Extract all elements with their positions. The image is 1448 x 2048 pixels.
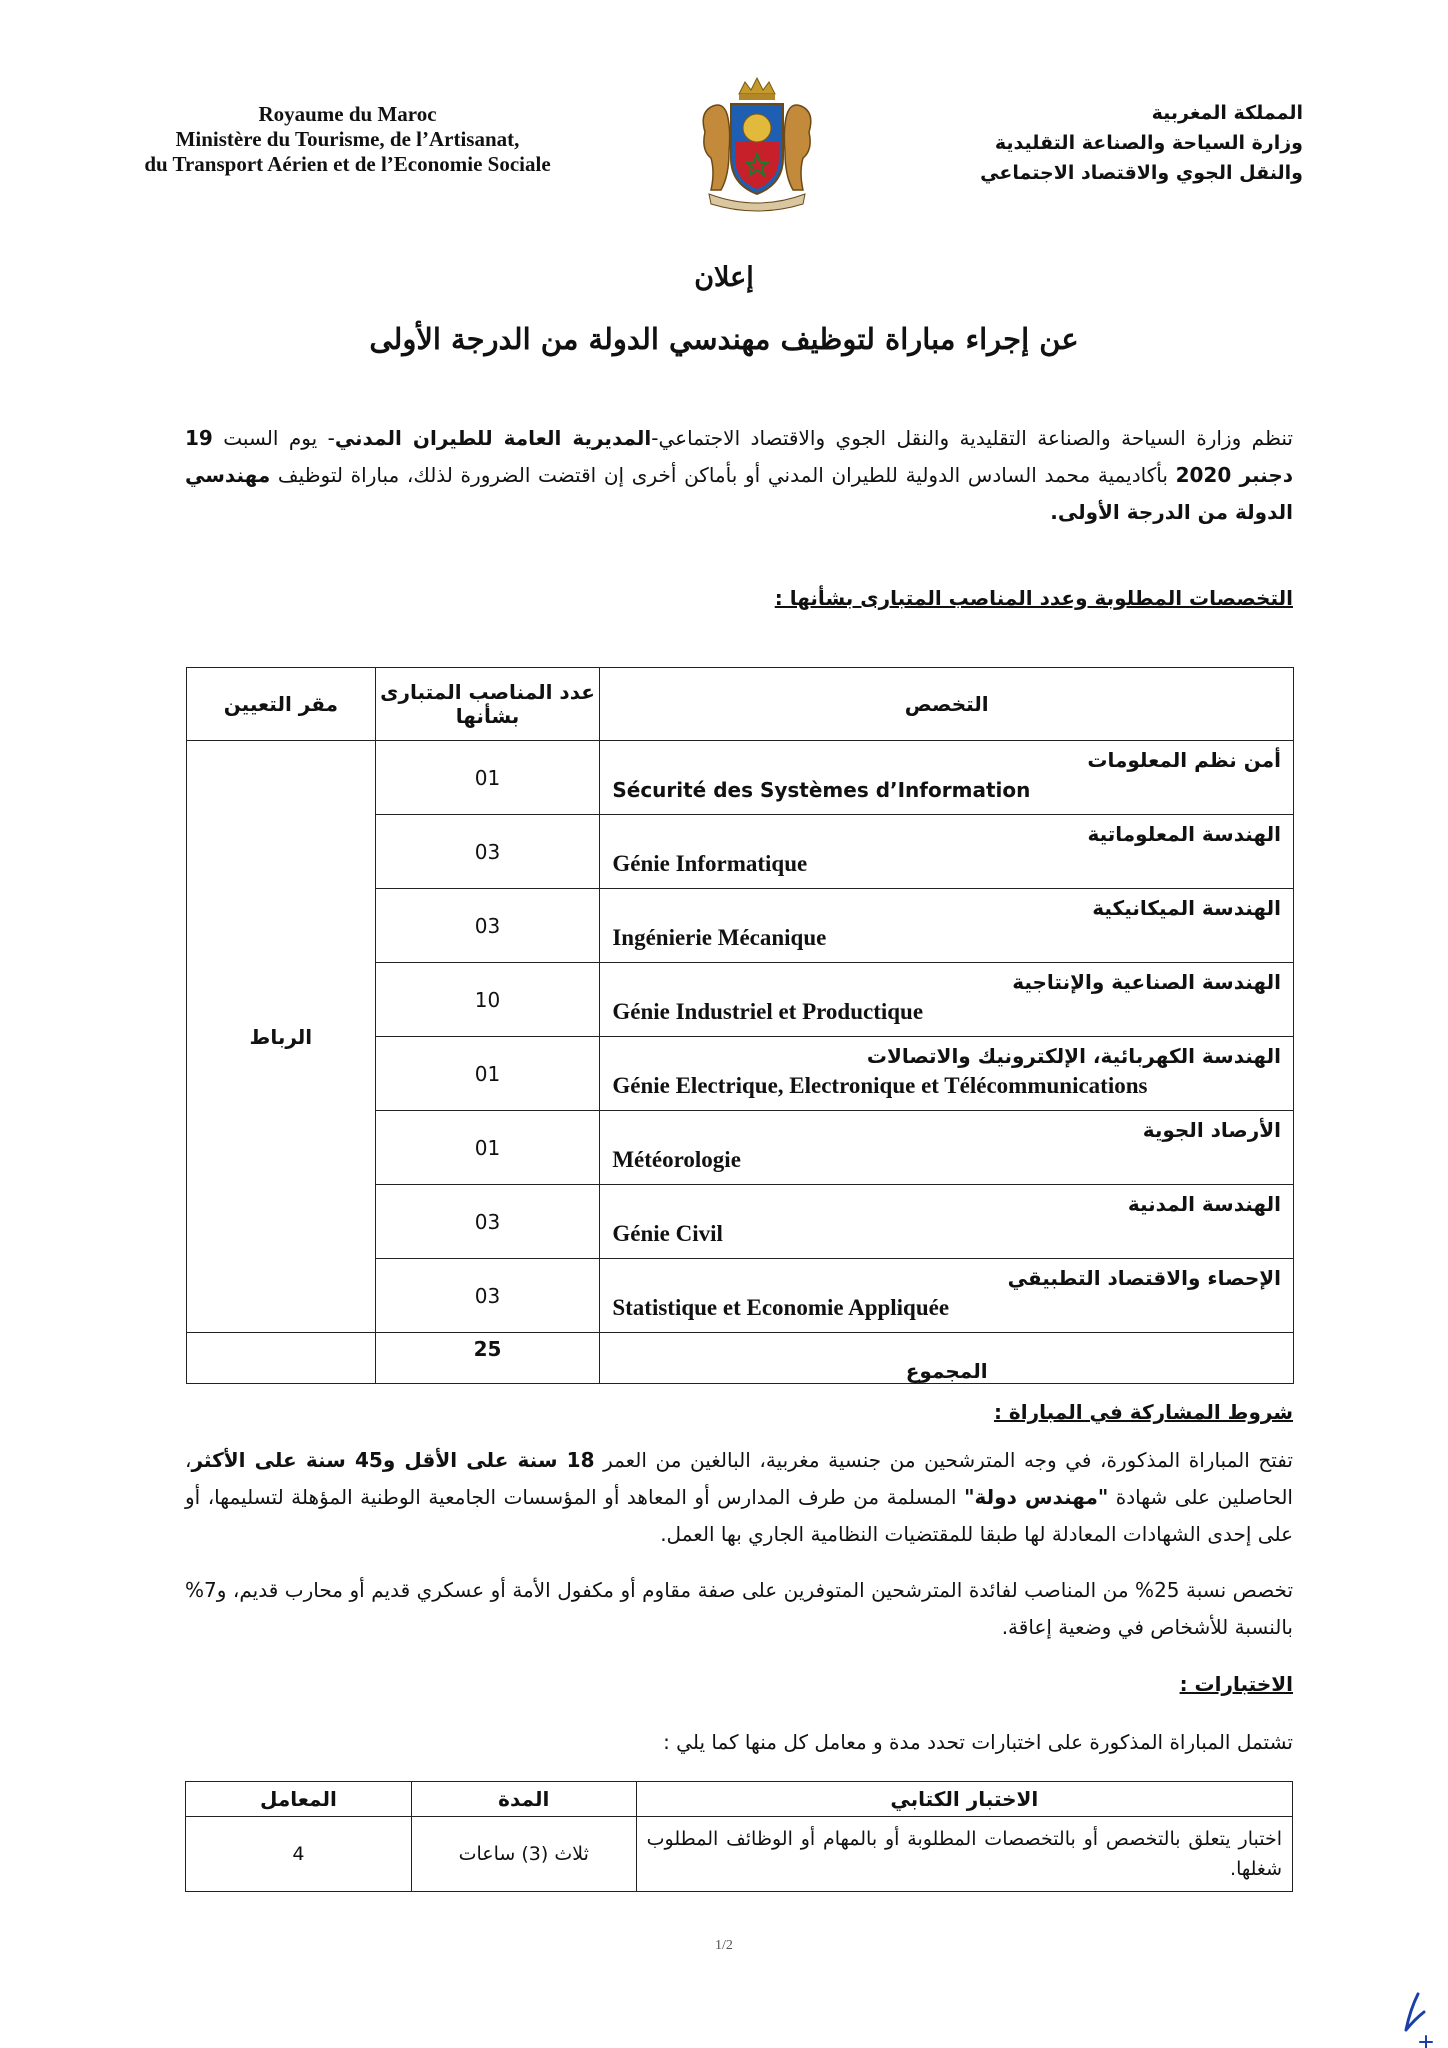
intro-text: تنظم وزارة السياحة والصناعة التقليدية والنقل الجوي والاقتصاد الاجتماعي- [651,426,1293,450]
page-number: 1/2 [715,1938,733,1953]
table-header-row [186,1782,1293,1817]
specialty-fr: Génie Civil [612,1221,723,1246]
specialty-ar: الإحصاء والاقتصاد التطبيقي [1007,1266,1281,1290]
specialty-fr: Génie Electrique, Electronique et Télécommunications [612,1073,1148,1098]
specialty-ar: الهندسة الصناعية والإنتاجية [1012,970,1281,994]
header-ar-line: المملكة المغربية [1151,102,1303,124]
count-cell: 01 [375,741,600,815]
specialty-fr: Ingénierie Mécanique [612,925,827,950]
header-specialty: التخصص [600,668,1294,741]
header-french [95,102,600,177]
exams-table [185,1781,1293,1892]
test-description: اختبار يتعلق بالتخصص أو بالتخصصات المطلوبة أو بالمهام أو الوظائف المطلوب شغلها. [636,1817,1292,1892]
announcement-subtitle: عن إجراء مباراة لتوظيف مهندسي الدولة من الدرجة الأولى [369,322,1079,356]
header-arabic [943,98,1303,188]
specialty-ar: الهندسة المعلوماتية [1087,822,1281,846]
specialty-ar: أمن نظم المعلومات [1087,748,1281,772]
count-cell: 10 [375,963,600,1037]
table-total-row [187,1333,1294,1384]
positions-table [186,667,1294,1384]
total-empty-cell [187,1333,376,1384]
specialty-cell [600,741,1294,815]
total-label: المجموع [600,1333,1294,1384]
header-duration: المدة [411,1782,636,1817]
handwritten-initial-mark [1390,1990,1440,2048]
header-fr-line: Royaume du Maroc [258,102,437,126]
specialty-ar: الهندسة المدنية [1127,1192,1281,1216]
location-cell: الرباط [187,741,376,1333]
specialty-cell [600,1037,1294,1111]
header-coefficient: المعامل [186,1782,412,1817]
total-value: 25 [375,1333,600,1384]
test-duration: ثلاث (3) ساعات [411,1817,636,1892]
conditions-heading: شروط المشاركة في المباراة : [993,1400,1293,1424]
specialty-fr: Génie Informatique [612,851,808,876]
intro-text: - يوم السبت [212,426,335,450]
announcement-title: إعلان [694,262,754,293]
conditions-text: ، الحاصلين على شهادة [185,1448,1293,1509]
count-cell: 01 [375,1037,600,1111]
header-location: مقر التعيين [187,668,376,741]
conditions-diploma: "مهندس دولة" [964,1485,1109,1509]
exams-intro: تشتمل المباراة المذكورة على اختبارات تحدد مدة و معامل كل منها كما يلي : [663,1730,1293,1754]
conditions-text: تفتح المباراة المذكورة، في وجه المترشحين من جنسية مغربية، البالغين من العمر [594,1448,1293,1472]
table-row [186,1817,1293,1892]
specialty-fr: Statistique et Economie Appliquée [612,1295,950,1320]
intro-text: بأكاديمية محمد السادس الدولية للطيران المدني أو بأماكن أخرى إن اقتضت الضرورة لذلك، مباراة لتوظيف [270,463,1176,487]
specialties-heading: التخصصات المطلوبة وعدد المناصب المتبارى بشأنها : [774,586,1293,610]
specialty-cell [600,1185,1294,1259]
header-test: الاختبار الكتابي [636,1782,1292,1817]
specialty-fr: Génie Industriel et Productique [612,999,924,1024]
conditions-paragraph-2: تخصص نسبة 25% من المناصب لفائدة المترشحين المتوفرين على صفة مقاوم أو مكفول الأمة أو عسكري قديم أو محارب قديم، و7% بالنسبة للأشخاص في وضعية إعاقة. [185,1578,1294,1639]
table-header-row [187,668,1294,741]
intro-position: مهندسي الدولة من الدرجة الأولى. [185,463,1293,524]
specialty-cell [600,1259,1294,1333]
count-cell: 03 [375,815,600,889]
header-fr-line: du Transport Aérien et de l’Economie Sociale [144,152,551,176]
table-row [187,741,1294,815]
specialty-cell [600,815,1294,889]
count-cell: 01 [375,1111,600,1185]
specialty-cell [600,963,1294,1037]
specialty-fr: Sécurité des Systèmes d’Information [612,778,1031,802]
header-fr-line: Ministère du Tourisme, de l’Artisanat, [175,127,520,151]
specialty-cell [600,1111,1294,1185]
specialty-ar: الأرصاد الجوية [1142,1118,1281,1142]
intro-directorate: المديرية العامة للطيران المدني [334,426,652,450]
header-ar-line: والنقل الجوي والاقتصاد الاجتماعي [980,162,1303,184]
conditions-age: 18 سنة على الأقل و45 سنة على الأكثر [191,1448,595,1472]
count-cell: 03 [375,1259,600,1333]
intro-paragraph [185,420,1293,531]
specialty-ar: الهندسة الميكانيكية [1092,896,1281,920]
conditions-paragraph-1 [185,1442,1293,1553]
intro-date: 19 دجنبر 2020 [185,426,1293,487]
count-cell: 03 [375,889,600,963]
specialty-ar: الهندسة الكهربائية، الإلكترونيك والاتصالات [866,1044,1281,1068]
test-coefficient: 4 [186,1817,412,1892]
exams-heading: الاختبارات : [1179,1672,1293,1696]
specialty-fr: Météorologie [612,1147,741,1172]
header-count: عدد المناصب المتبارى بشأنها [375,668,600,741]
coat-of-arms-emblem [687,72,827,212]
header-ar-line: وزارة السياحة والصناعة التقليدية [994,132,1303,154]
specialty-cell [600,889,1294,963]
count-cell: 03 [375,1185,600,1259]
conditions-text: المسلمة من طرف المدارس أو المعاهد أو المؤسسات الجامعية الوطنية المؤهلة لتسليمها، أو على إحدى الشهادات المعادلة لها طبقا للمقتضيات النظامية الجاري بها العمل. [185,1485,1293,1546]
